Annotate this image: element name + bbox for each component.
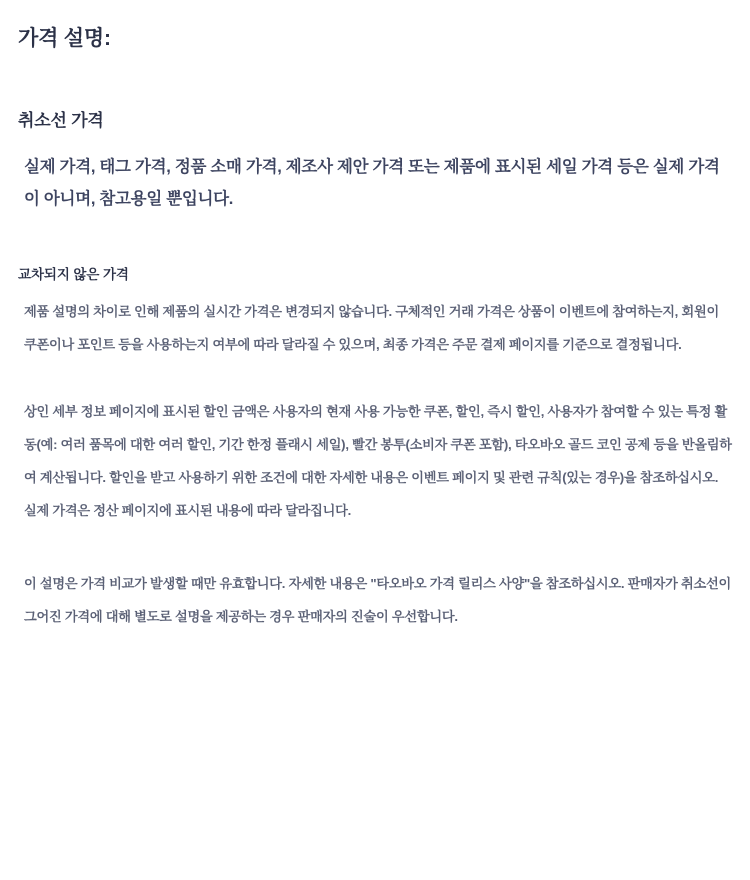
section-heading-strikethrough-price: 취소선 가격	[18, 111, 104, 130]
page-title: 가격 설명:	[18, 27, 111, 50]
paragraph-discount-calculation: 상인 세부 정보 페이지에 표시된 할인 금액은 사용자의 현재 사용 가능한 쿠폰, 할인, 즉시 할인, 사용자가 참여할 수 있는 특정 활동(예: 여러 품목에 대한 여러 할인, 기간 한정 플래시 세일), 빨간 봉투(소비자 쿠폰 포함), 타오바오 골드 코인 공제 등을 반올림하여 계산됩니다. 할인을 받고 사용하기 위한 조건에 대한 자세한 내용은 이벤트 페이지 및 관련 규칙(있는 경우)을 참조하십시오. 실제 가격은 정산 페이지에 표시된 내용에 따라 달라집니다.	[24, 404, 732, 519]
paragraph-price-comparison-note: 이 설명은 가격 비교가 발생할 때만 유효합니다. 자세한 내용은 "타오바오 가격 릴리스 사양"을 참조하십시오. 판매자가 취소선이 그어진 가격에 대해 별도로 설명을 제공하는 경우 판매자의 진술이 우선합니다.	[24, 576, 731, 625]
section-heading-non-crossed-price: 교차되지 않은 가격	[18, 267, 129, 283]
paragraph-realtime-price: 제품 설명의 차이로 인해 제품의 실시간 가격은 변경되지 않습니다. 구체적인 거래 가격은 상품이 이벤트에 참여하는지, 회원이 쿠폰이나 포인트 등을 사용하는지 여부에 따라 달라질 수 있으며, 최종 가격은 주문 결제 페이지를 기준으로 결정됩니다.	[24, 304, 719, 353]
section-lead-text: 실제 가격, 태그 가격, 정품 소매 가격, 제조사 제안 가격 또는 제품에 표시된 세일 가격 등은 실제 가격이 아니며, 참고용일 뿐입니다.	[24, 158, 720, 209]
